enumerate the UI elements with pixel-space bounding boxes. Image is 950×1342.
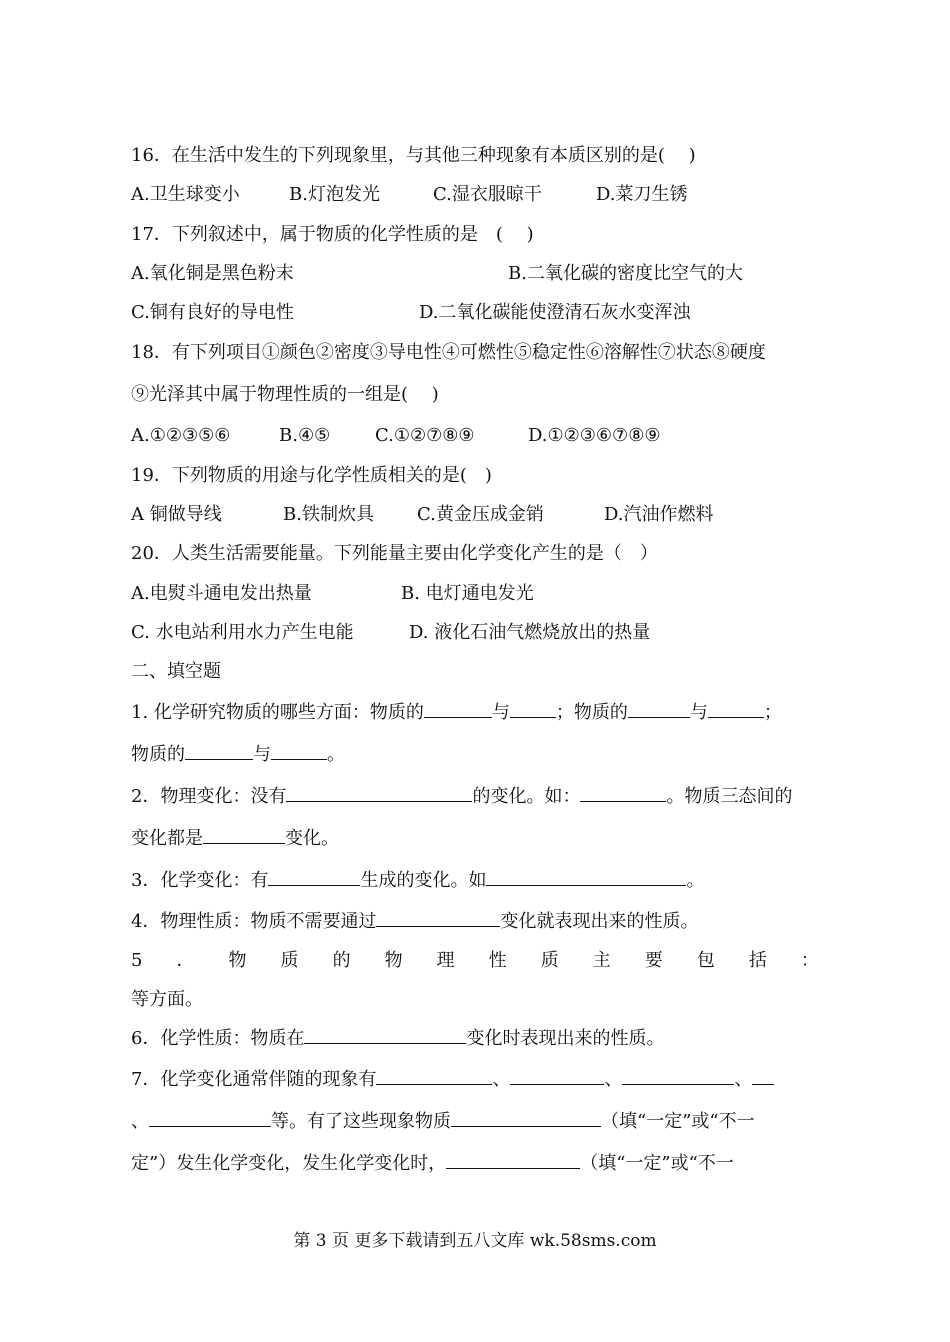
- fill7-sep: 、: [492, 1068, 511, 1090]
- fill7-text-d: （填“一定”或“不一: [601, 1110, 755, 1132]
- fill7-text-c: 等。有了这些现象物质: [271, 1110, 451, 1132]
- fill7-text-e: 定”）发生化学变化，发生化学变化时，: [131, 1152, 447, 1174]
- q20-options-row1: [131, 574, 819, 613]
- fill1-text-b: 与: [491, 701, 510, 723]
- q20-stem-text: 20．人类生活需要能量。下列能量主要由化学变化产生的是（ ）: [131, 543, 658, 565]
- fill5-char: 的: [332, 949, 351, 971]
- q17-options-row1: [131, 254, 819, 293]
- q19-options: [131, 495, 819, 534]
- fill5-char: 性: [488, 949, 507, 971]
- fill5-char: ．: [176, 949, 195, 971]
- section2-heading: [131, 652, 819, 691]
- q18-option-a: A.①②③⑤⑥: [131, 425, 231, 447]
- q19-stem: [131, 456, 819, 495]
- fill5-line1: [131, 941, 819, 980]
- fill5-char: 理: [436, 949, 455, 971]
- fill3-line: [131, 860, 819, 902]
- q17-options-row2: [131, 293, 819, 332]
- fill7-line3: [131, 1143, 819, 1185]
- fill2-text-c: 。物质三态间的: [666, 785, 793, 807]
- q17-stem: [131, 215, 819, 254]
- fill3-text-b: 生成的变化。如: [360, 869, 487, 891]
- fill2-text-e: 变化。: [285, 827, 339, 849]
- fill5-char: 物: [228, 949, 247, 971]
- fill3-blank-1[interactable]: [268, 867, 360, 886]
- q20-options-row2: [131, 613, 819, 652]
- q17-option-d: D.二氧化碳能使澄清石灰水变浑浊: [419, 302, 691, 324]
- q18-option-d: D.①②③⑥⑦⑧⑨: [528, 425, 661, 447]
- fill7-text-b: 、: [131, 1110, 149, 1132]
- fill7-blank-4[interactable]: [752, 1066, 774, 1085]
- q16-options: [131, 175, 819, 214]
- fill2-text-d: 变化都是: [131, 827, 203, 849]
- fill1-line1: [131, 692, 819, 734]
- fill1-blank-2[interactable]: [510, 699, 556, 718]
- q20-option-d: D. 液化石油气燃烧放出的热量: [409, 621, 651, 643]
- q16-stem-text: 16．在生活中发生的下列现象里，与其他三种现象有本质区别的是( ): [131, 145, 696, 166]
- fill7-line2: [131, 1101, 819, 1143]
- fill1-blank-5[interactable]: [185, 741, 253, 760]
- fill5-char: 质: [540, 949, 559, 971]
- fill5-char: 物: [384, 949, 403, 971]
- fill2-blank-2[interactable]: [580, 783, 666, 802]
- q16-option-c: C.湿衣服晾干: [433, 184, 542, 206]
- fill7-text-a: 7．化学变化通常伴随的现象有: [131, 1068, 377, 1090]
- q18-stem-line1: [131, 332, 819, 374]
- fill2-line2: [131, 818, 819, 860]
- fill1-line2: [131, 734, 819, 776]
- q19-option-b: B.铁制炊具: [283, 504, 374, 526]
- fill1-blank-6[interactable]: [271, 741, 327, 760]
- fill2-text-a: 2．物理变化：没有: [131, 785, 287, 807]
- q18-stem-line2: [131, 374, 819, 416]
- fill5-line2: [131, 980, 819, 1019]
- q17-option-c: C.铜有良好的导电性: [131, 302, 294, 324]
- fill4-text-b: 变化就表现出来的性质。: [500, 910, 699, 932]
- fill6-text-b: 变化时表现出来的性质。: [466, 1028, 665, 1050]
- fill1-blank-1[interactable]: [424, 699, 492, 718]
- fill7-sep: 、: [604, 1068, 623, 1090]
- fill5-text-end: 等方面。: [131, 989, 203, 1011]
- fill5-char: 包: [696, 949, 715, 971]
- fill1-blank-4[interactable]: [708, 699, 764, 718]
- q18-stem-text-1: 18．有下列项目①颜色②密度③导电性④可燃性⑤稳定性⑥溶解性⑦状态⑧硬度: [131, 342, 766, 364]
- fill2-text-b: 的变化。如：: [472, 785, 581, 807]
- fill7-line1: [131, 1059, 819, 1101]
- fill5-char: 质: [280, 949, 299, 971]
- fill5-char: 5: [131, 949, 143, 971]
- fill4-blank-1[interactable]: [376, 908, 500, 927]
- q19-option-a: A 铜做导线: [131, 504, 222, 526]
- fill5-char: 括: [748, 949, 767, 971]
- fill3-blank-2[interactable]: [486, 867, 686, 886]
- fill6-text-a: 6．化学性质：物质在: [131, 1028, 305, 1050]
- section2-heading-text: 二、填空题: [131, 661, 221, 683]
- q20-stem: [131, 534, 819, 573]
- fill1-text-d: 与: [689, 701, 708, 723]
- document-page: [131, 136, 819, 1185]
- fill4-line: [131, 902, 819, 941]
- fill7-blank-6[interactable]: [451, 1108, 601, 1127]
- fill2-line1: [131, 776, 819, 818]
- fill6-blank-1[interactable]: [304, 1025, 466, 1044]
- footer-text: 第 3 页 更多下载请到五八文库 wk.58sms.com: [293, 1231, 657, 1251]
- fill1-text-h: 。: [327, 743, 345, 765]
- q17-stem-text: 17．下列叙述中，属于物质的化学性质的是 ( ): [131, 223, 534, 245]
- q20-option-b: B. 电灯通电发光: [401, 582, 534, 604]
- fill6-line: [131, 1019, 819, 1058]
- fill7-sep: 、: [734, 1068, 753, 1090]
- q16-stem: [131, 136, 819, 175]
- q19-option-d: D.汽油作燃料: [604, 504, 714, 526]
- fill1-blank-3[interactable]: [628, 699, 690, 718]
- fill5-char: 主: [592, 949, 611, 971]
- q19-option-c: C.黄金压成金销: [417, 504, 544, 526]
- q20-option-a: A.电熨斗通电发出热量: [131, 582, 312, 604]
- q20-option-c: C. 水电站利用水力产生电能: [131, 621, 354, 643]
- fill3-text-a: 3．化学变化：有: [131, 869, 269, 891]
- page-footer: [0, 1226, 950, 1251]
- q17-option-b: B.二氧化碳的密度比空气的大: [508, 262, 743, 284]
- fill7-blank-5[interactable]: [149, 1108, 271, 1127]
- fill3-text-c: 。: [686, 869, 705, 891]
- q18-option-b: B.④⑤: [279, 425, 331, 447]
- fill1-text-c: ；物质的: [555, 701, 628, 723]
- fill1-text-e: ；: [763, 701, 782, 723]
- fill7-blank-7[interactable]: [446, 1150, 580, 1169]
- q16-option-b: B.灯泡发光: [289, 184, 380, 206]
- fill1-text-a: 1. 化学研究物质的哪些方面：物质的: [131, 701, 424, 723]
- fill1-text-f: 物质的: [131, 743, 185, 765]
- fill5-char: 要: [644, 949, 663, 971]
- q18-options: [131, 416, 819, 455]
- fill7-blank-2[interactable]: [510, 1066, 604, 1085]
- fill2-blank-3[interactable]: [203, 825, 285, 844]
- q16-option-a: A.卫生球变小: [131, 184, 240, 206]
- q16-option-d: D.菜刀生锈: [596, 184, 688, 206]
- fill7-blank-1[interactable]: [376, 1066, 492, 1085]
- q18-option-c: C.①②⑦⑧⑨: [375, 425, 475, 447]
- fill1-text-g: 与: [253, 743, 271, 765]
- q17-option-a: A.氧化铜是黑色粉末: [131, 262, 294, 284]
- fill2-blank-1[interactable]: [286, 783, 472, 802]
- fill4-text-a: 4．物理性质：物质不需要通过: [131, 910, 377, 932]
- fill7-text-f: （填“一定”或“不一: [580, 1152, 734, 1174]
- fill5-char: ：: [800, 949, 819, 971]
- fill7-blank-3[interactable]: [622, 1066, 734, 1085]
- q19-stem-text: 19．下列物质的用途与化学性质相关的是( ): [131, 464, 492, 486]
- q18-stem-text-2: ⑨光泽其中属于物理性质的一组是( ): [131, 384, 439, 406]
